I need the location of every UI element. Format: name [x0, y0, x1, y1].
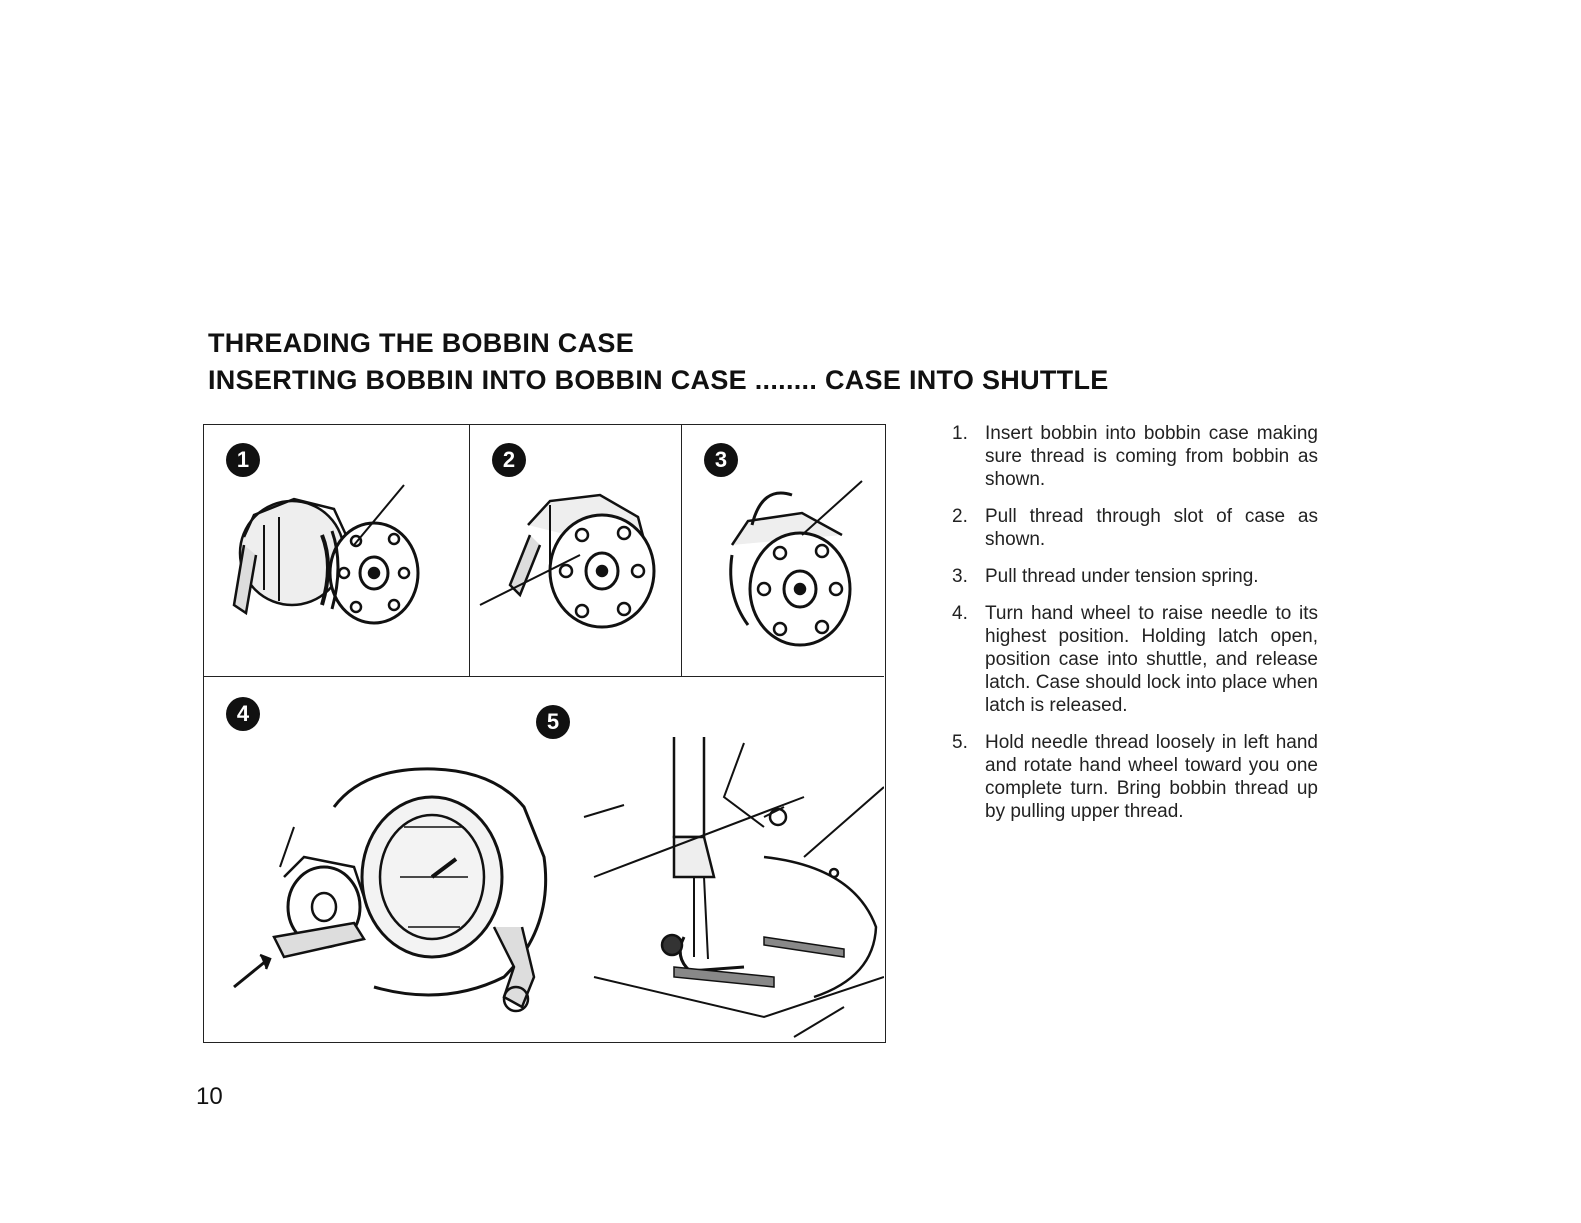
page-title: THREADING THE BOBBIN CASE — [208, 328, 635, 358]
thread-slot-illustration — [470, 425, 682, 677]
step-number: 4. — [952, 603, 968, 624]
figure-panel-4-5 — [204, 677, 884, 1041]
step-marker-5: 5 — [536, 705, 570, 739]
step-text: Pull thread through slot of case as shown. — [985, 506, 1318, 550]
figure-panel-1 — [204, 425, 470, 677]
page-subtitle: INSERTING BOBBIN INTO BOBBIN CASE ........ CASE INTO SHUTTLE — [208, 365, 1109, 395]
step-number: 5. — [952, 732, 968, 753]
tension-spring-illustration — [682, 425, 884, 677]
instruction-step-4 — [950, 602, 1318, 717]
step-number: 3. — [952, 566, 968, 587]
step-number: 1. — [952, 423, 968, 444]
step-number: 2. — [952, 506, 968, 527]
bobbin-insert-illustration — [204, 425, 470, 677]
shuttle-and-needle-illustration — [204, 677, 884, 1041]
step-text: Insert bobbin into bobbin case making sure thread is coming from bobbin as shown. — [985, 423, 1318, 490]
step-marker-4: 4 — [226, 697, 260, 731]
illustration-frame — [203, 424, 886, 1043]
instruction-step-3 — [950, 565, 1318, 588]
step-text: Turn hand wheel to raise needle to its highest position. Holding latch open, position case into shuttle, and release latch. Case should lock into place when latch is released. — [985, 603, 1318, 716]
page-number: 10 — [196, 1083, 223, 1110]
step-text: Pull thread under tension spring. — [985, 566, 1259, 587]
instruction-list — [950, 422, 1318, 837]
instruction-step-1 — [950, 422, 1318, 491]
figure-panel-2 — [470, 425, 682, 677]
step-marker-3: 3 — [704, 443, 738, 477]
instruction-step-2 — [950, 505, 1318, 551]
instruction-step-5 — [950, 731, 1318, 823]
step-marker-2: 2 — [492, 443, 526, 477]
figure-panel-3 — [682, 425, 884, 677]
step-text: Hold needle thread loosely in left hand and rotate hand wheel toward you one complete turn. Bring bobbin thread up by pulling upper thread. — [985, 732, 1318, 822]
step-marker-1: 1 — [226, 443, 260, 477]
